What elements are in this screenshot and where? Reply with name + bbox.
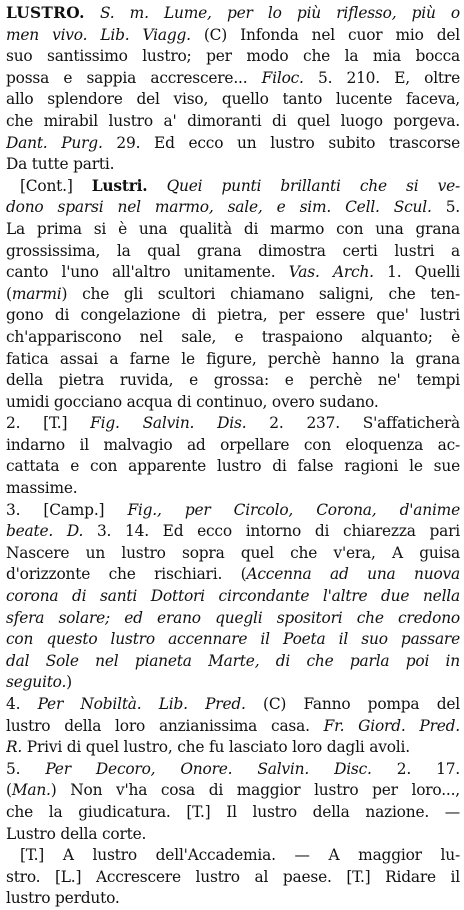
text-line [6,564,460,586]
text-line [6,154,460,176]
text: 29. Ed ecco un lustro subito trascorse [102,133,460,152]
text: suo santissimo lustro; per modo che la mia bocca [6,47,460,66]
text: 5. [431,198,460,217]
italic-text: R. [6,738,23,757]
italic-text: dal Sole nel pianeta Marte, di che parla poi in [6,651,460,670]
text: ) che gli scultori chiamano saligni, che ten- [61,284,460,303]
text: 4. [6,695,38,713]
text: [Cont.] [20,176,92,195]
text: canto l'uno all'altro unitamente. [6,263,289,282]
text: allo splendore del viso, quello tanto lucente faceva, [6,90,460,109]
text-line [6,543,460,565]
text-line [6,608,460,630]
text: umidi gocciano acqua di continuo, overo sudano. [6,392,379,411]
italic-text: Vas. Arch. [288,263,374,282]
text-line [6,111,460,133]
text-line [6,197,460,219]
text: Nascere un lustro sopra quel che v'era, A guisa [6,543,460,562]
text: 2. 17. [371,759,460,778]
text: della pietra ruvida, e grossa: e perchè ne' tempi [6,371,460,390]
text-line [6,89,460,111]
italic-text: Per Nobiltà. Lib. Pred. [37,695,246,713]
text: [T.] A lustro dell'Accademia. — A maggior lu- [20,846,460,865]
text: fatica assai a farne le figure, perchè hanno la grana [6,349,460,368]
italic-text: Accenna ad una nuova [246,565,460,584]
text: (C) Fanno pompa del [245,695,460,713]
text-line [6,413,460,435]
text-line [6,500,460,522]
italic-text: Quei punti brillanti che si ve- [147,176,460,195]
italic-text: con questo lustro accennare il Poeta il suo passare [6,630,460,649]
text: ( [6,284,12,303]
text-line [6,133,460,155]
text: cattata e con apparente lustro di false ragioni le sue [6,457,460,476]
italic-text: sfera solare; ed erano quegli spositori che credono [6,608,460,627]
text-line [6,349,460,371]
text-line [6,716,460,738]
text: 5. [6,759,46,778]
text-line [6,241,460,263]
italic-text: men vivo. Lib. Viagg. [6,25,191,44]
text-line [6,176,460,198]
text: che mirabil lustro a' dimoranti di quel luogo porgeva. [6,111,460,130]
italic-text: seguito. [6,673,67,692]
text: 2. 237. S'affaticherà [246,414,460,433]
text: massime. [6,479,78,498]
italic-text: Fig., per Circolo, Corona, d'anime [127,500,460,519]
text-line [6,672,460,694]
italic-text: marmi [11,284,62,303]
text-line [6,651,460,673]
text: possa e sappia accrescere... [6,68,262,87]
text-line [6,219,460,241]
text-line [6,802,460,824]
text: indarno il malvagio ad orpellare con eloquenza ac- [6,435,460,454]
text-line [6,586,460,608]
text: ( [6,781,12,800]
italic-text: Fr. Giord. Pred. [323,716,460,735]
text-line [6,737,460,759]
text: che la giudicatura. [T.] Il lustro della nazione. — [6,802,460,821]
text-line [6,759,460,781]
headword: LUSTRO. [6,4,85,22]
text: 1. Quelli [373,263,460,282]
text: d'orizzonte che rischiari. ( [6,565,247,584]
text: Da tutte parti. [6,155,115,174]
text: Lustro della corte. [6,824,147,843]
italic-text: beate. D. [6,522,84,541]
italic-text: Per Decoro, Onore. Salvin. Disc. [45,759,372,778]
text: lustro della loro anzianissima casa. [6,716,324,735]
subheadword: Lustri. [91,176,148,195]
text-line [6,824,460,846]
text: Privi di quel lustro, che fu lasciato loro dagli avoli. [22,738,410,757]
text-line [6,68,460,90]
italic-text: Dant. Purg. [6,133,103,152]
italic-text: Man. [11,781,51,800]
text: lustro perduto. [6,889,120,908]
text: 3. 14. Ed ecco intorno di chiarezza pari [83,522,460,541]
text-line [6,456,460,478]
text: ) [66,673,72,692]
text-line [6,370,460,392]
text-line [6,629,460,651]
text-line [6,3,460,25]
text-line [6,780,460,802]
text-line [6,845,460,867]
text-line [6,25,460,47]
text-line [6,435,460,457]
text: ) Non v'ha cosa di maggior lustro per loro..., [50,781,460,800]
text: La prima si è una qualità di marmo con una grana [6,219,460,238]
italic-text: S. m. Lume, per lo più riflesso, più o [84,4,460,22]
text-line [6,478,460,500]
text: 2. [T.] [6,414,91,433]
italic-text: Fig. Salvin. Dis. [90,414,247,433]
text: 5. 210. E, oltre [303,68,460,87]
text-line [6,284,460,306]
italic-text: dono sparsi nel marmo, sale, e sim. Cell. Scul. [6,198,432,217]
text-line [6,888,460,910]
text-line [6,392,460,414]
dictionary-entry-lustro [6,3,460,910]
text: gono di congelazione di pietra, per essere que' lustri [6,306,460,325]
text: (C) Infonda nel cuor mio del [190,25,460,44]
text-line [6,694,460,716]
text: 3. [Camp.] [6,500,128,519]
text-line [6,262,460,284]
text: ch'appariscono nel sale, e traspaiono alquanto; è [6,327,460,346]
italic-text: Filoc. [261,68,304,87]
text-line [6,521,460,543]
text-line [6,867,460,889]
text-line [6,46,460,68]
italic-text: corona di santi Dottori circondante l'altre due nella [6,587,460,606]
text: stro. [L.] Accrescere lustro al paese. [T.] Ridare il [6,867,460,886]
text: grossissima, la qual grana dimostra certi lustri a [6,241,460,260]
text-line [6,327,460,349]
text-line [6,305,460,327]
